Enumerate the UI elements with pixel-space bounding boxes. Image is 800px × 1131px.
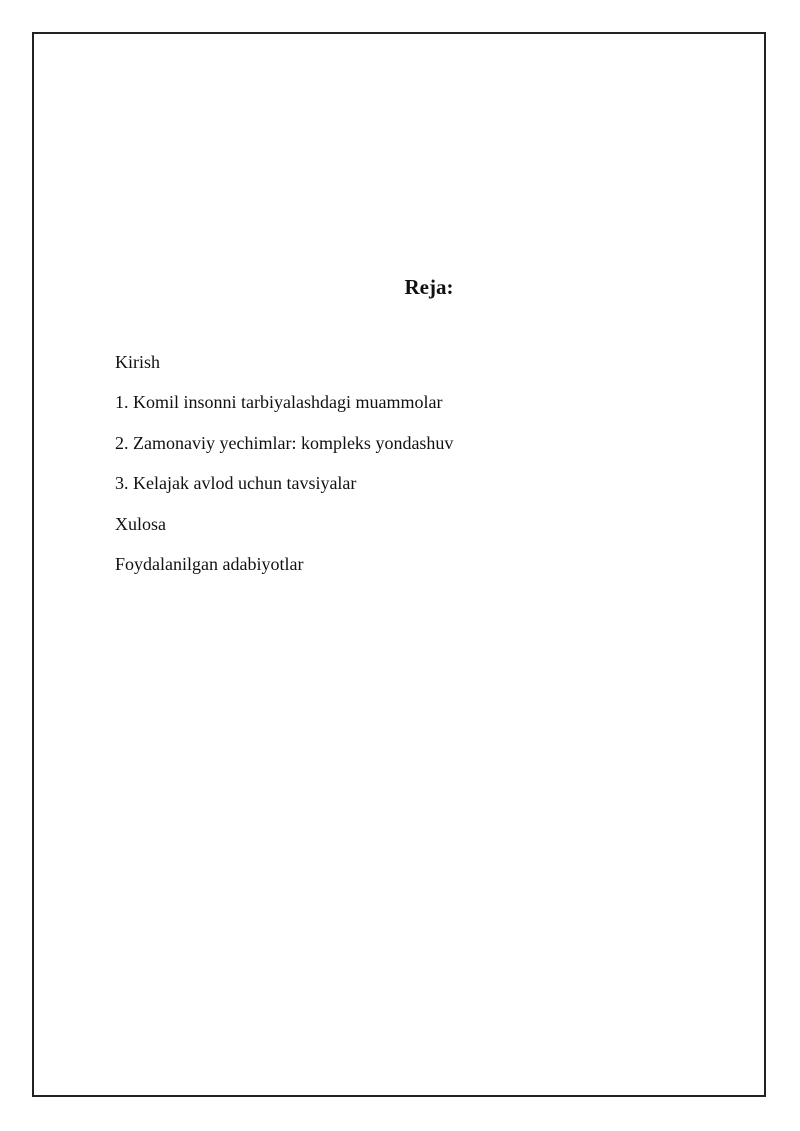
toc-item-chapter-1: 1. Komil insonni tarbiyalashdagi muammolar bbox=[115, 392, 443, 413]
table-of-contents bbox=[115, 350, 453, 592]
plan-title: Reja: bbox=[404, 275, 454, 299]
toc-item-conclusion: Xulosa bbox=[115, 513, 166, 534]
toc-item-chapter-2: 2. Zamonaviy yechimlar: kompleks yondashuv bbox=[115, 432, 454, 453]
toc-item-chapter-3: 3. Kelajak avlod uchun tavsiyalar bbox=[115, 473, 357, 494]
toc-item-introduction: Kirish bbox=[115, 352, 160, 372]
toc-item-references: Foydalanilgan adabiyotlar bbox=[115, 553, 304, 574]
